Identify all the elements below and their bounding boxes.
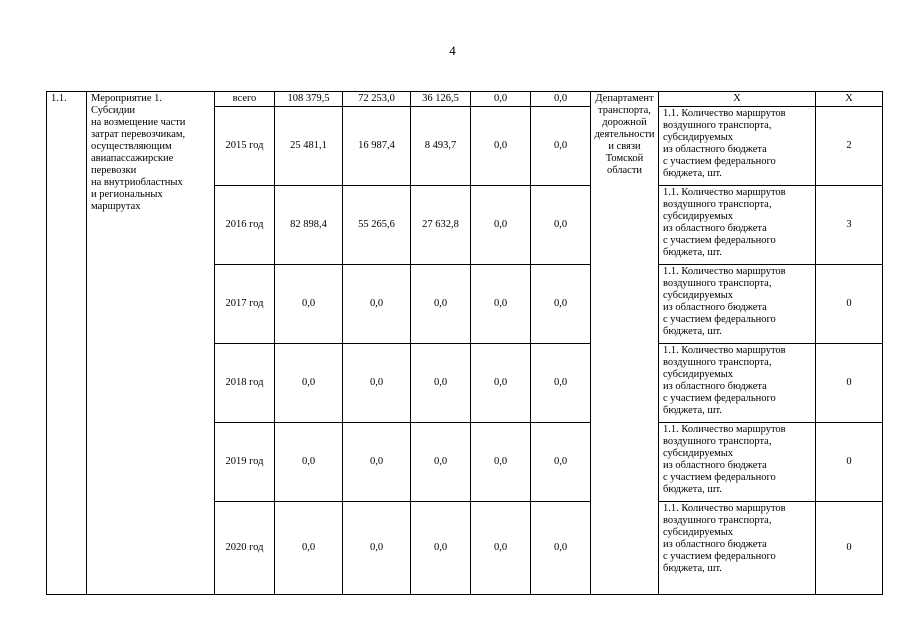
indicator-line: воздушного транспорта,	[663, 120, 772, 131]
amount-cell: 0,0	[471, 502, 531, 595]
indicator-line: воздушного транспорта,	[663, 515, 772, 526]
amount-cell: 82 898,4	[275, 186, 343, 265]
indicator-description	[659, 265, 816, 344]
event-line: на внутриобластных	[91, 177, 183, 188]
event-line: затрат перевозчикам,	[91, 129, 186, 140]
amount-cell: 0,0	[471, 423, 531, 502]
amount-cell: 0,0	[275, 344, 343, 423]
event-line: Мероприятие 1.	[91, 93, 163, 104]
department-line: Департамент	[595, 93, 654, 104]
indicator-line: из областного бюджета	[663, 223, 767, 234]
amount-cell: 16 987,4	[343, 107, 411, 186]
amount-cell: 55 265,6	[343, 186, 411, 265]
indicator-line: бюджета, шт.	[663, 405, 722, 416]
row-number: 1.1.	[47, 92, 87, 595]
amount-cell: 36 126,5	[411, 92, 471, 107]
indicator-line: из областного бюджета	[663, 302, 767, 313]
indicator-line: с участием федерального	[663, 472, 776, 483]
indicator-line: воздушного транспорта,	[663, 436, 772, 447]
amount-cell: 0,0	[343, 502, 411, 595]
event-line: авиапассажирские	[91, 153, 174, 164]
event-description	[87, 92, 215, 595]
amount-cell: 0,0	[471, 186, 531, 265]
department-line: дорожной	[602, 117, 647, 128]
period-label: 2016 год	[215, 186, 275, 265]
period-label: 2018 год	[215, 344, 275, 423]
indicator-line: субсидируемых	[663, 369, 734, 380]
indicator-line: воздушного транспорта,	[663, 199, 772, 210]
indicator-line: с участием федерального	[663, 393, 776, 404]
indicator-line: 1.1. Количество маршрутов	[663, 266, 786, 277]
indicator-line: субсидируемых	[663, 527, 734, 538]
amount-cell: 0,0	[275, 265, 343, 344]
indicator-line: бюджета, шт.	[663, 168, 722, 179]
program-table	[46, 91, 883, 595]
amount-cell: 0,0	[275, 502, 343, 595]
amount-cell: 0,0	[531, 265, 591, 344]
amount-cell: 108 379,5	[275, 92, 343, 107]
department-line: Томской	[605, 153, 644, 164]
amount-cell: 0,0	[531, 423, 591, 502]
indicator-line: воздушного транспорта,	[663, 357, 772, 368]
indicator-line: 1.1. Количество маршрутов	[663, 424, 786, 435]
indicator-line: бюджета, шт.	[663, 247, 722, 258]
indicator-value: 3	[816, 186, 883, 265]
amount-cell: 0,0	[343, 423, 411, 502]
amount-cell: 0,0	[531, 186, 591, 265]
amount-cell: 8 493,7	[411, 107, 471, 186]
department-cell	[591, 92, 659, 595]
event-line: и региональных	[91, 189, 163, 200]
indicator-line: субсидируемых	[663, 290, 734, 301]
indicator-description	[659, 186, 816, 265]
indicator-line: с участием федерального	[663, 551, 776, 562]
amount-cell: 0,0	[411, 423, 471, 502]
amount-cell: 0,0	[275, 423, 343, 502]
amount-cell: 0,0	[411, 265, 471, 344]
amount-cell: 0,0	[343, 344, 411, 423]
department-line: области	[606, 165, 643, 176]
amount-cell: 0,0	[471, 344, 531, 423]
indicator-line: из областного бюджета	[663, 144, 767, 155]
amount-cell: 0,0	[531, 92, 591, 107]
amount-cell: 0,0	[531, 107, 591, 186]
period-label: 2019 год	[215, 423, 275, 502]
indicator-line: 1.1. Количество маршрутов	[663, 108, 786, 119]
table-row	[47, 92, 883, 107]
amount-cell: 0,0	[471, 92, 531, 107]
indicator-line: с участием федерального	[663, 235, 776, 246]
indicator-line: воздушного транспорта,	[663, 278, 772, 289]
department-line: транспорта,	[598, 105, 651, 116]
event-line: на возмещение части	[91, 117, 186, 128]
indicator-value: 0	[816, 344, 883, 423]
indicator-line: 1.1. Количество маршрутов	[663, 187, 786, 198]
indicator-value: 0	[816, 265, 883, 344]
amount-cell: 27 632,8	[411, 186, 471, 265]
indicator-description	[659, 344, 816, 423]
indicator-line: из областного бюджета	[663, 539, 767, 550]
indicator-line: субсидируемых	[663, 448, 734, 459]
amount-cell: 0,0	[471, 265, 531, 344]
indicator-placeholder: Х	[659, 92, 816, 107]
indicator-line: бюджета, шт.	[663, 326, 722, 337]
amount-cell: 0,0	[531, 502, 591, 595]
period-label: всего	[215, 92, 275, 107]
page-number: 4	[449, 43, 456, 58]
indicator-line: с участием федерального	[663, 156, 776, 167]
department-line: деятельности	[594, 129, 655, 140]
period-label: 2020 год	[215, 502, 275, 595]
event-line: осуществляющим	[91, 141, 172, 152]
indicator-line: субсидируемых	[663, 132, 734, 143]
amount-cell: 0,0	[411, 344, 471, 423]
amount-cell: 0,0	[531, 344, 591, 423]
period-label: 2015 год	[215, 107, 275, 186]
indicator-line: 1.1. Количество маршрутов	[663, 345, 786, 356]
indicator-value: 0	[816, 502, 883, 595]
period-label: 2017 год	[215, 265, 275, 344]
indicator-line: с участием федерального	[663, 314, 776, 325]
indicator-value: 0	[816, 423, 883, 502]
indicator-value: Х	[816, 92, 883, 107]
amount-cell: 0,0	[411, 502, 471, 595]
indicator-line: бюджета, шт.	[663, 484, 722, 495]
amount-cell: 25 481,1	[275, 107, 343, 186]
indicator-line: из областного бюджета	[663, 381, 767, 392]
event-line: перевозки	[91, 165, 137, 176]
amount-cell: 0,0	[343, 265, 411, 344]
amount-cell: 72 253,0	[343, 92, 411, 107]
indicator-line: субсидируемых	[663, 211, 734, 222]
indicator-value: 2	[816, 107, 883, 186]
indicator-description	[659, 423, 816, 502]
indicator-line: бюджета, шт.	[663, 563, 722, 574]
indicator-line: 1.1. Количество маршрутов	[663, 503, 786, 514]
amount-cell: 0,0	[471, 107, 531, 186]
event-line: маршрутах	[91, 201, 141, 212]
department-line: и связи	[608, 141, 641, 152]
indicator-description	[659, 502, 816, 595]
event-line: Субсидии	[91, 105, 136, 116]
indicator-line: из областного бюджета	[663, 460, 767, 471]
indicator-description	[659, 107, 816, 186]
